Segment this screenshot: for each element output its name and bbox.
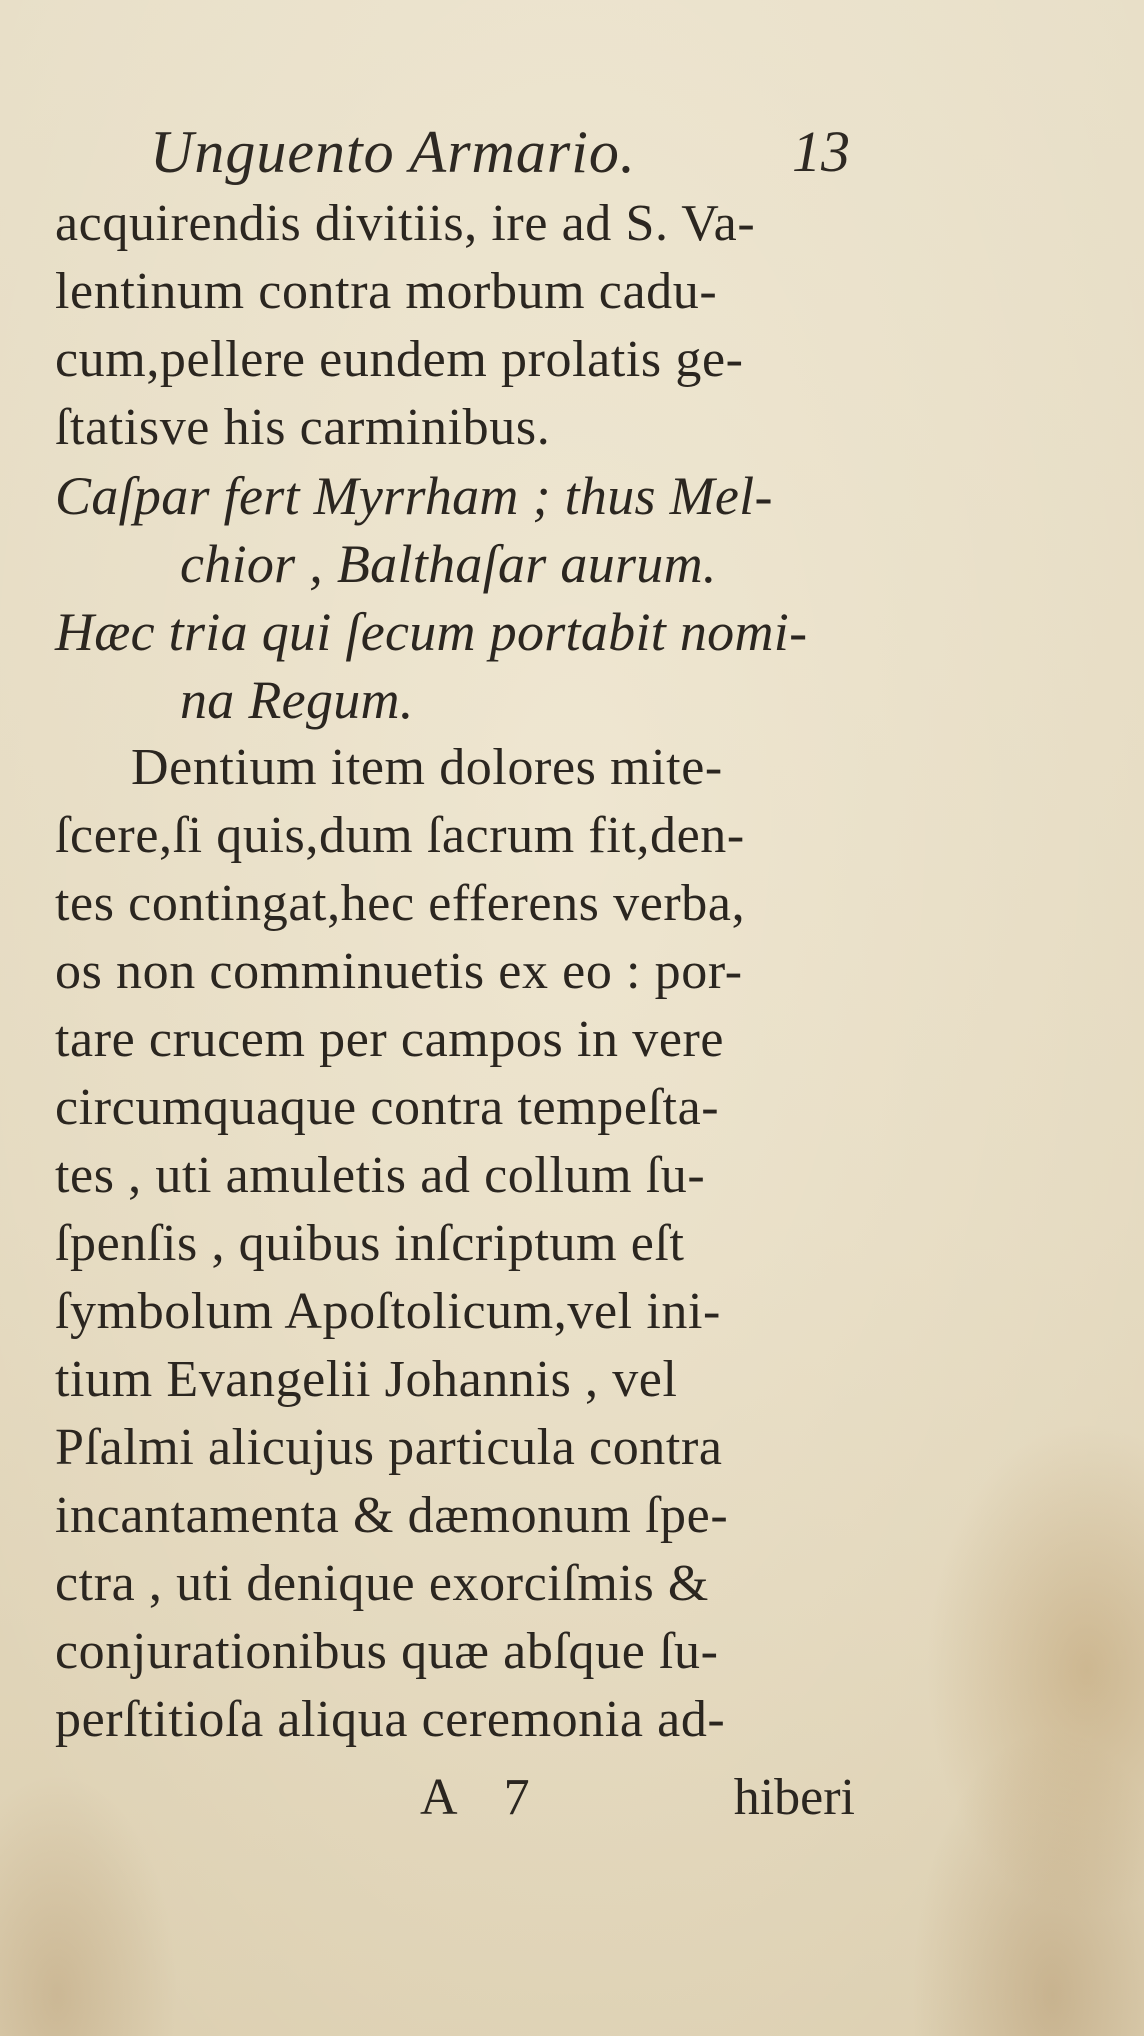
text-line: conjurationibus quæ abſque ſu- <box>55 1623 719 1680</box>
page-header <box>150 118 850 198</box>
text-line: incantamenta & dæmonum ſpe- <box>55 1487 729 1544</box>
verse-line: na Regum. <box>180 670 414 730</box>
text-line: perſtitioſa aliqua ceremonia ad- <box>55 1691 726 1748</box>
text-line: tare crucem per campos in vere <box>55 1011 725 1068</box>
text-line: Pſalmi alicujus particula contra <box>55 1419 723 1476</box>
page-footer <box>55 1768 855 1838</box>
signature-mark: A 7 <box>420 1769 548 1826</box>
text-line: ſymbolum Apoſtolicum,vel ini- <box>55 1283 721 1340</box>
text-line: ctra , uti denique exorciſmis & <box>55 1555 709 1612</box>
text-line: ſcere,ſi quis,dum ſacrum fit,den- <box>55 807 745 864</box>
verse-line: chior , Balthaſar aurum. <box>180 534 717 594</box>
text-line: cum,pellere eundem prolatis ge- <box>55 331 744 388</box>
text-line: ſtatisve his carminibus. <box>55 399 551 456</box>
text-line: lentinum contra morbum cadu- <box>55 263 718 320</box>
catchword: hiberi <box>733 1769 855 1826</box>
text-line: acquirendis divitiis, ire ad S. Va- <box>55 195 756 252</box>
text-line: circumquaque contra tempeſta- <box>55 1079 720 1136</box>
text-line: os non comminuetis ex eo : por- <box>55 943 743 1000</box>
verse-line: Caſpar fert Myrrham ; thus Mel- <box>55 466 773 526</box>
body-text <box>55 190 855 1754</box>
text-line: tes contingat,hec efferens verba, <box>55 875 746 932</box>
text-line: tium Evangelii Johannis , vel <box>55 1351 678 1408</box>
verse-line: Hæc tria qui ſecum portabit nomi- <box>55 602 808 662</box>
text-line: ſpenſis , quibus inſcriptum eſt <box>55 1215 685 1272</box>
text-line: tes , uti amuletis ad collum ſu- <box>55 1147 706 1204</box>
running-title: Unguento Armario. <box>150 119 636 185</box>
text-line: Dentium item dolores mite- <box>131 739 723 796</box>
page-number: 13 <box>792 119 850 184</box>
